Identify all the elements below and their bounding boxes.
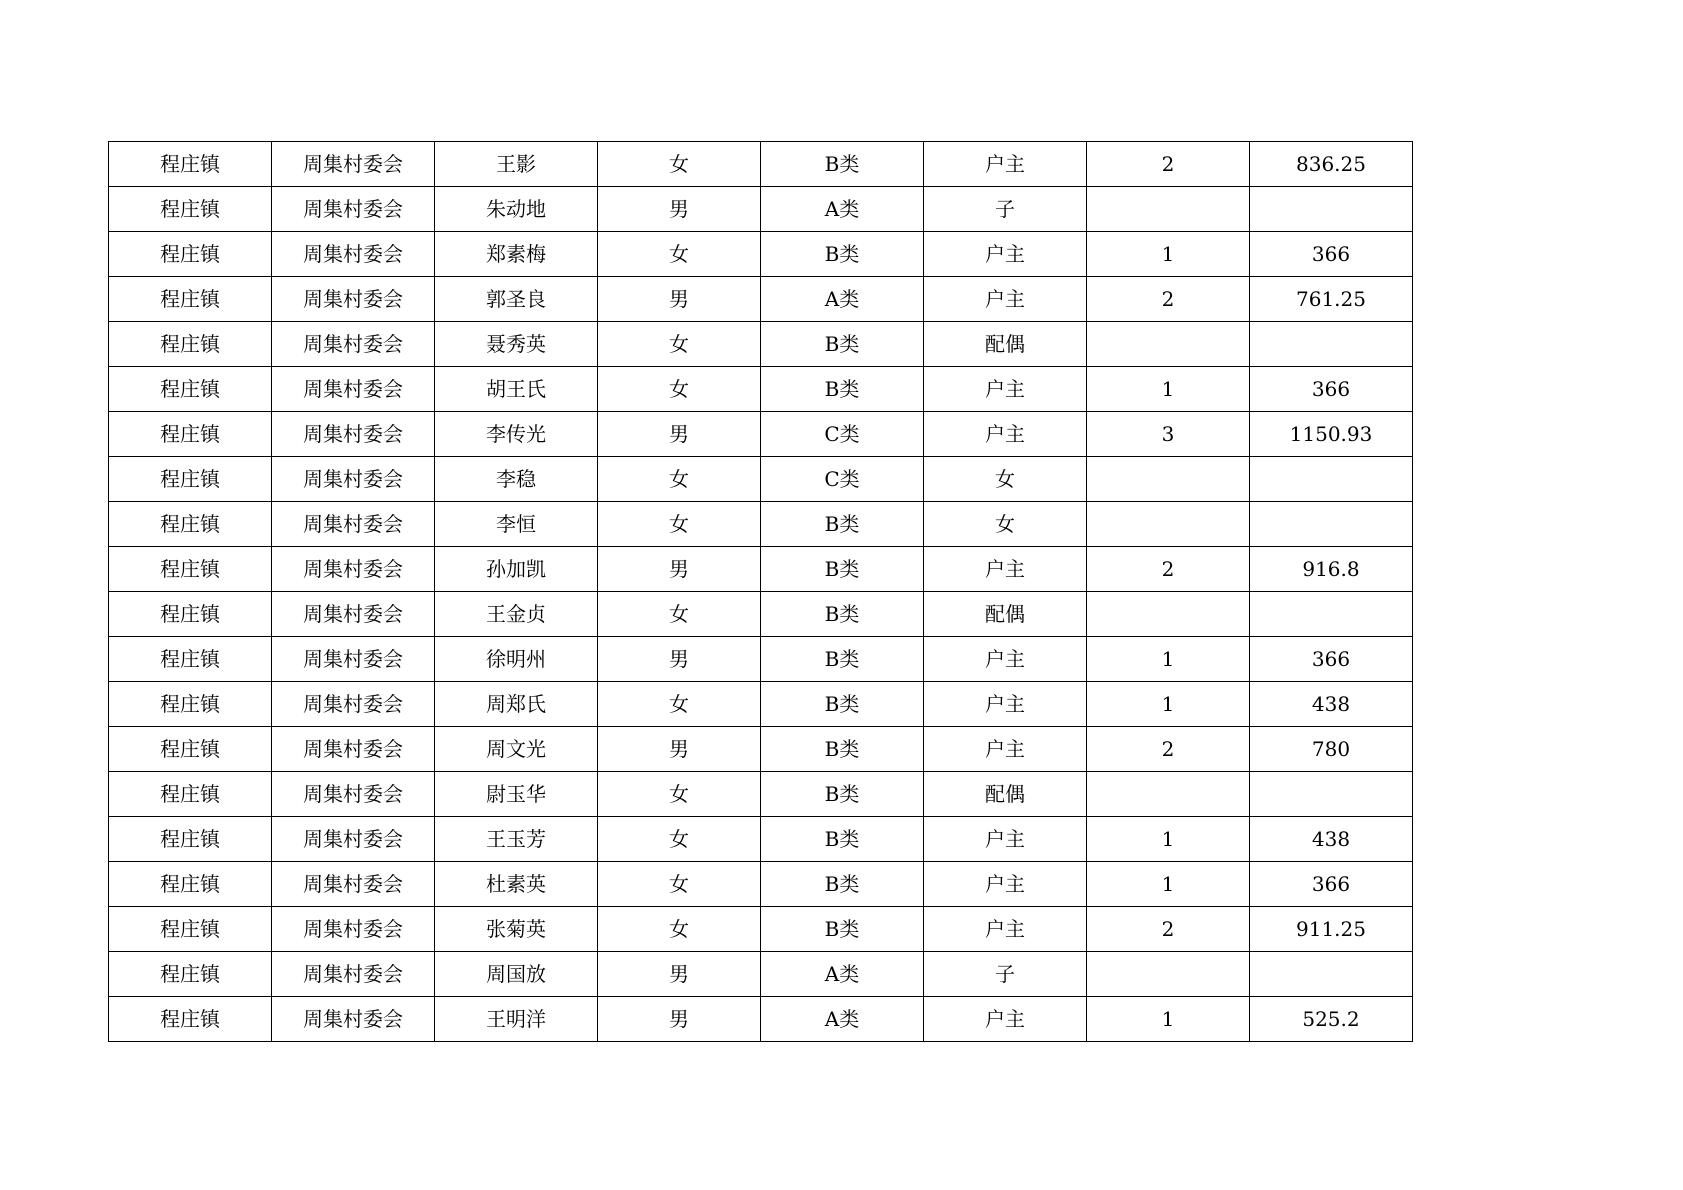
document-page bbox=[108, 141, 1413, 1042]
name-cell: 李传光 bbox=[435, 412, 598, 457]
town-cell: 程庄镇 bbox=[109, 592, 272, 637]
village-committee-cell: 周集村委会 bbox=[272, 277, 435, 322]
relationship-cell: 户主 bbox=[924, 907, 1087, 952]
household-size-cell bbox=[1087, 502, 1250, 547]
relationship-cell: 子 bbox=[924, 952, 1087, 997]
amount-cell: 366 bbox=[1250, 862, 1413, 907]
name-cell: 周国放 bbox=[435, 952, 598, 997]
relationship-cell: 户主 bbox=[924, 547, 1087, 592]
relationship-cell: 户主 bbox=[924, 277, 1087, 322]
name-cell: 张菊英 bbox=[435, 907, 598, 952]
name-cell: 王玉芳 bbox=[435, 817, 598, 862]
village-committee-cell: 周集村委会 bbox=[272, 727, 435, 772]
category-cell: A类 bbox=[761, 277, 924, 322]
table-row bbox=[109, 322, 1413, 367]
amount-cell: 916.8 bbox=[1250, 547, 1413, 592]
village-committee-cell: 周集村委会 bbox=[272, 592, 435, 637]
town-cell: 程庄镇 bbox=[109, 412, 272, 457]
town-cell: 程庄镇 bbox=[109, 997, 272, 1042]
relationship-cell: 女 bbox=[924, 502, 1087, 547]
name-cell: 王明洋 bbox=[435, 997, 598, 1042]
town-cell: 程庄镇 bbox=[109, 232, 272, 277]
name-cell: 周文光 bbox=[435, 727, 598, 772]
name-cell: 郑素梅 bbox=[435, 232, 598, 277]
amount-cell: 1150.93 bbox=[1250, 412, 1413, 457]
gender-cell: 男 bbox=[598, 412, 761, 457]
name-cell: 杜素英 bbox=[435, 862, 598, 907]
relationship-cell: 户主 bbox=[924, 232, 1087, 277]
town-cell: 程庄镇 bbox=[109, 682, 272, 727]
town-cell: 程庄镇 bbox=[109, 952, 272, 997]
table-row bbox=[109, 187, 1413, 232]
town-cell: 程庄镇 bbox=[109, 502, 272, 547]
category-cell: B类 bbox=[761, 502, 924, 547]
amount-cell: 366 bbox=[1250, 637, 1413, 682]
amount-cell: 525.2 bbox=[1250, 997, 1413, 1042]
household-size-cell: 1 bbox=[1087, 817, 1250, 862]
household-size-cell: 1 bbox=[1087, 682, 1250, 727]
table-row bbox=[109, 457, 1413, 502]
village-committee-cell: 周集村委会 bbox=[272, 772, 435, 817]
amount-cell bbox=[1250, 322, 1413, 367]
household-size-cell: 1 bbox=[1087, 367, 1250, 412]
table-row bbox=[109, 817, 1413, 862]
name-cell: 李恒 bbox=[435, 502, 598, 547]
gender-cell: 女 bbox=[598, 367, 761, 412]
household-size-cell bbox=[1087, 952, 1250, 997]
town-cell: 程庄镇 bbox=[109, 862, 272, 907]
amount-cell: 780 bbox=[1250, 727, 1413, 772]
category-cell: B类 bbox=[761, 817, 924, 862]
amount-cell: 366 bbox=[1250, 367, 1413, 412]
table-row bbox=[109, 547, 1413, 592]
category-cell: B类 bbox=[761, 547, 924, 592]
relationship-cell: 户主 bbox=[924, 682, 1087, 727]
gender-cell: 男 bbox=[598, 637, 761, 682]
name-cell: 胡王氏 bbox=[435, 367, 598, 412]
amount-cell: 366 bbox=[1250, 232, 1413, 277]
name-cell: 郭圣良 bbox=[435, 277, 598, 322]
town-cell: 程庄镇 bbox=[109, 817, 272, 862]
village-committee-cell: 周集村委会 bbox=[272, 367, 435, 412]
name-cell: 王影 bbox=[435, 142, 598, 187]
village-committee-cell: 周集村委会 bbox=[272, 862, 435, 907]
household-size-cell bbox=[1087, 772, 1250, 817]
town-cell: 程庄镇 bbox=[109, 637, 272, 682]
relationship-cell: 配偶 bbox=[924, 322, 1087, 367]
table-row bbox=[109, 277, 1413, 322]
village-committee-cell: 周集村委会 bbox=[272, 412, 435, 457]
town-cell: 程庄镇 bbox=[109, 727, 272, 772]
amount-cell: 438 bbox=[1250, 817, 1413, 862]
gender-cell: 男 bbox=[598, 997, 761, 1042]
gender-cell: 女 bbox=[598, 682, 761, 727]
category-cell: B类 bbox=[761, 682, 924, 727]
village-committee-cell: 周集村委会 bbox=[272, 502, 435, 547]
category-cell: B类 bbox=[761, 232, 924, 277]
name-cell: 周郑氏 bbox=[435, 682, 598, 727]
category-cell: A类 bbox=[761, 187, 924, 232]
gender-cell: 男 bbox=[598, 952, 761, 997]
village-committee-cell: 周集村委会 bbox=[272, 142, 435, 187]
category-cell: B类 bbox=[761, 322, 924, 367]
household-size-cell bbox=[1087, 187, 1250, 232]
records-table bbox=[108, 141, 1413, 1042]
town-cell: 程庄镇 bbox=[109, 322, 272, 367]
village-committee-cell: 周集村委会 bbox=[272, 187, 435, 232]
amount-cell: 911.25 bbox=[1250, 907, 1413, 952]
relationship-cell: 配偶 bbox=[924, 592, 1087, 637]
gender-cell: 女 bbox=[598, 772, 761, 817]
amount-cell: 836.25 bbox=[1250, 142, 1413, 187]
amount-cell bbox=[1250, 772, 1413, 817]
amount-cell: 761.25 bbox=[1250, 277, 1413, 322]
gender-cell: 男 bbox=[598, 277, 761, 322]
household-size-cell bbox=[1087, 592, 1250, 637]
household-size-cell: 1 bbox=[1087, 862, 1250, 907]
household-size-cell: 3 bbox=[1087, 412, 1250, 457]
table-row bbox=[109, 727, 1413, 772]
category-cell: B类 bbox=[761, 862, 924, 907]
table-row bbox=[109, 682, 1413, 727]
amount-cell bbox=[1250, 457, 1413, 502]
town-cell: 程庄镇 bbox=[109, 547, 272, 592]
amount-cell bbox=[1250, 502, 1413, 547]
household-size-cell bbox=[1087, 457, 1250, 502]
table-row bbox=[109, 637, 1413, 682]
household-size-cell: 1 bbox=[1087, 997, 1250, 1042]
category-cell: B类 bbox=[761, 772, 924, 817]
village-committee-cell: 周集村委会 bbox=[272, 232, 435, 277]
town-cell: 程庄镇 bbox=[109, 457, 272, 502]
table-row bbox=[109, 592, 1413, 637]
amount-cell bbox=[1250, 952, 1413, 997]
village-committee-cell: 周集村委会 bbox=[272, 637, 435, 682]
household-size-cell: 2 bbox=[1087, 907, 1250, 952]
category-cell: C类 bbox=[761, 412, 924, 457]
relationship-cell: 户主 bbox=[924, 637, 1087, 682]
category-cell: A类 bbox=[761, 997, 924, 1042]
gender-cell: 女 bbox=[598, 817, 761, 862]
town-cell: 程庄镇 bbox=[109, 772, 272, 817]
town-cell: 程庄镇 bbox=[109, 277, 272, 322]
category-cell: B类 bbox=[761, 142, 924, 187]
name-cell: 李稳 bbox=[435, 457, 598, 502]
gender-cell: 男 bbox=[598, 727, 761, 772]
relationship-cell: 女 bbox=[924, 457, 1087, 502]
relationship-cell: 户主 bbox=[924, 997, 1087, 1042]
relationship-cell: 户主 bbox=[924, 412, 1087, 457]
table-row bbox=[109, 772, 1413, 817]
table-row bbox=[109, 907, 1413, 952]
relationship-cell: 子 bbox=[924, 187, 1087, 232]
gender-cell: 女 bbox=[598, 142, 761, 187]
name-cell: 聂秀英 bbox=[435, 322, 598, 367]
gender-cell: 女 bbox=[598, 907, 761, 952]
relationship-cell: 户主 bbox=[924, 367, 1087, 412]
gender-cell: 女 bbox=[598, 862, 761, 907]
amount-cell bbox=[1250, 187, 1413, 232]
gender-cell: 男 bbox=[598, 547, 761, 592]
gender-cell: 女 bbox=[598, 502, 761, 547]
table-row bbox=[109, 367, 1413, 412]
town-cell: 程庄镇 bbox=[109, 187, 272, 232]
village-committee-cell: 周集村委会 bbox=[272, 952, 435, 997]
table-row bbox=[109, 142, 1413, 187]
table-row bbox=[109, 412, 1413, 457]
table-row bbox=[109, 232, 1413, 277]
village-committee-cell: 周集村委会 bbox=[272, 457, 435, 502]
village-committee-cell: 周集村委会 bbox=[272, 322, 435, 367]
household-size-cell: 1 bbox=[1087, 637, 1250, 682]
name-cell: 尉玉华 bbox=[435, 772, 598, 817]
town-cell: 程庄镇 bbox=[109, 142, 272, 187]
name-cell: 王金贞 bbox=[435, 592, 598, 637]
household-size-cell: 2 bbox=[1087, 727, 1250, 772]
village-committee-cell: 周集村委会 bbox=[272, 547, 435, 592]
table-row bbox=[109, 997, 1413, 1042]
town-cell: 程庄镇 bbox=[109, 907, 272, 952]
village-committee-cell: 周集村委会 bbox=[272, 907, 435, 952]
household-size-cell: 1 bbox=[1087, 232, 1250, 277]
household-size-cell bbox=[1087, 322, 1250, 367]
relationship-cell: 户主 bbox=[924, 142, 1087, 187]
village-committee-cell: 周集村委会 bbox=[272, 682, 435, 727]
village-committee-cell: 周集村委会 bbox=[272, 997, 435, 1042]
relationship-cell: 配偶 bbox=[924, 772, 1087, 817]
relationship-cell: 户主 bbox=[924, 817, 1087, 862]
category-cell: B类 bbox=[761, 592, 924, 637]
town-cell: 程庄镇 bbox=[109, 367, 272, 412]
relationship-cell: 户主 bbox=[924, 862, 1087, 907]
table-row bbox=[109, 862, 1413, 907]
table-row bbox=[109, 952, 1413, 997]
amount-cell bbox=[1250, 592, 1413, 637]
gender-cell: 女 bbox=[598, 322, 761, 367]
household-size-cell: 2 bbox=[1087, 277, 1250, 322]
name-cell: 徐明州 bbox=[435, 637, 598, 682]
gender-cell: 女 bbox=[598, 592, 761, 637]
village-committee-cell: 周集村委会 bbox=[272, 817, 435, 862]
name-cell: 朱动地 bbox=[435, 187, 598, 232]
table-row bbox=[109, 502, 1413, 547]
category-cell: B类 bbox=[761, 367, 924, 412]
household-size-cell: 2 bbox=[1087, 142, 1250, 187]
category-cell: B类 bbox=[761, 907, 924, 952]
category-cell: C类 bbox=[761, 457, 924, 502]
records-table-body bbox=[109, 142, 1413, 1042]
amount-cell: 438 bbox=[1250, 682, 1413, 727]
gender-cell: 女 bbox=[598, 457, 761, 502]
household-size-cell: 2 bbox=[1087, 547, 1250, 592]
gender-cell: 女 bbox=[598, 232, 761, 277]
category-cell: B类 bbox=[761, 727, 924, 772]
relationship-cell: 户主 bbox=[924, 727, 1087, 772]
name-cell: 孙加凯 bbox=[435, 547, 598, 592]
gender-cell: 男 bbox=[598, 187, 761, 232]
category-cell: B类 bbox=[761, 637, 924, 682]
category-cell: A类 bbox=[761, 952, 924, 997]
